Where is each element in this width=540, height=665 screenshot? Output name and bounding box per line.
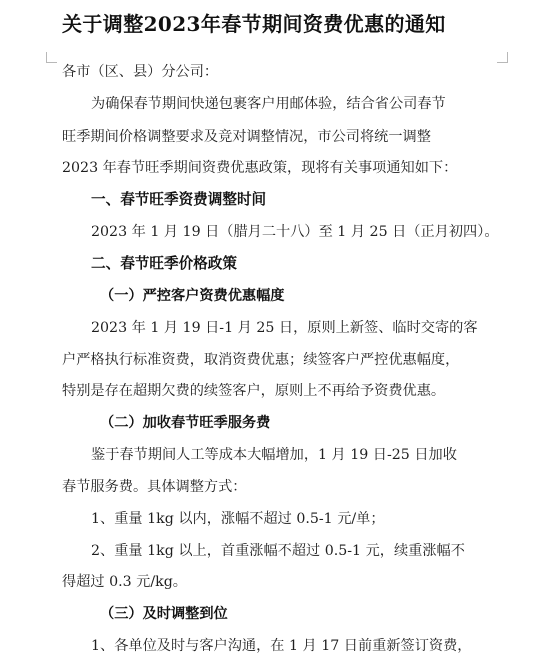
salutation: 各市（区、县）分公司： [62,64,219,80]
sub1-line-2: 户严格执行标准资费，取消资费优惠；续签客户严控优惠幅度， [62,352,460,368]
sub1-line-1: 2023 年 1 月 19 日-1 月 25 日，原则上新签、临时交寄的客 [91,320,478,336]
sub3-heading: （三）及时调整到位 [100,606,228,622]
intro-line-2: 旺季期间价格调整要求及竞对调整情况，市公司将统一调整 [62,129,431,145]
sub3-item-1: 1、各单位及时与客户沟通，在 1 月 17 日前重新签订资费， [91,638,472,654]
sub2-item-2-line-1: 2、重量 1kg 以上，首重涨幅不超过 0.5-1 元，续重涨幅不 [91,543,465,559]
margin-mark-right [497,52,508,63]
section1-body: 2023 年 1 月 19 日（腊月二十八）至 1 月 25 日（正月初四）。 [91,224,499,240]
section1-heading: 一、春节旺季资费调整时间 [91,191,267,208]
sub1-heading: （一）严控客户资费优惠幅度 [100,288,285,304]
sub2-item-1: 1、重量 1kg 以内，涨幅不超过 0.5-1 元/单； [91,511,385,527]
sub2-item-2-line-2: 得超过 0.3 元/kg。 [62,574,187,590]
sub1-line-3: 特别是存在超期欠费的续签客户，原则上不再给予资费优惠。 [62,383,446,399]
sub2-heading: （二）加收春节旺季服务费 [100,415,271,431]
section2-heading: 二、春节旺季价格政策 [91,255,237,272]
document-title: 关于调整2023年春节期间资费优惠的通知 [62,12,446,36]
sub2-line-2: 春节服务费。具体调整方式： [62,479,247,495]
sub2-line-1: 鉴于春节期间人工等成本大幅增加，1 月 19 日-25 日加收 [91,447,457,463]
margin-mark-left [46,52,57,63]
intro-line-3: 2023 年春节旺季期间资费优惠政策，现将有关事项通知如下： [62,160,458,176]
intro-line-1: 为确保春节期间快递包裹客户用邮体验，结合省公司春节 [91,96,446,112]
